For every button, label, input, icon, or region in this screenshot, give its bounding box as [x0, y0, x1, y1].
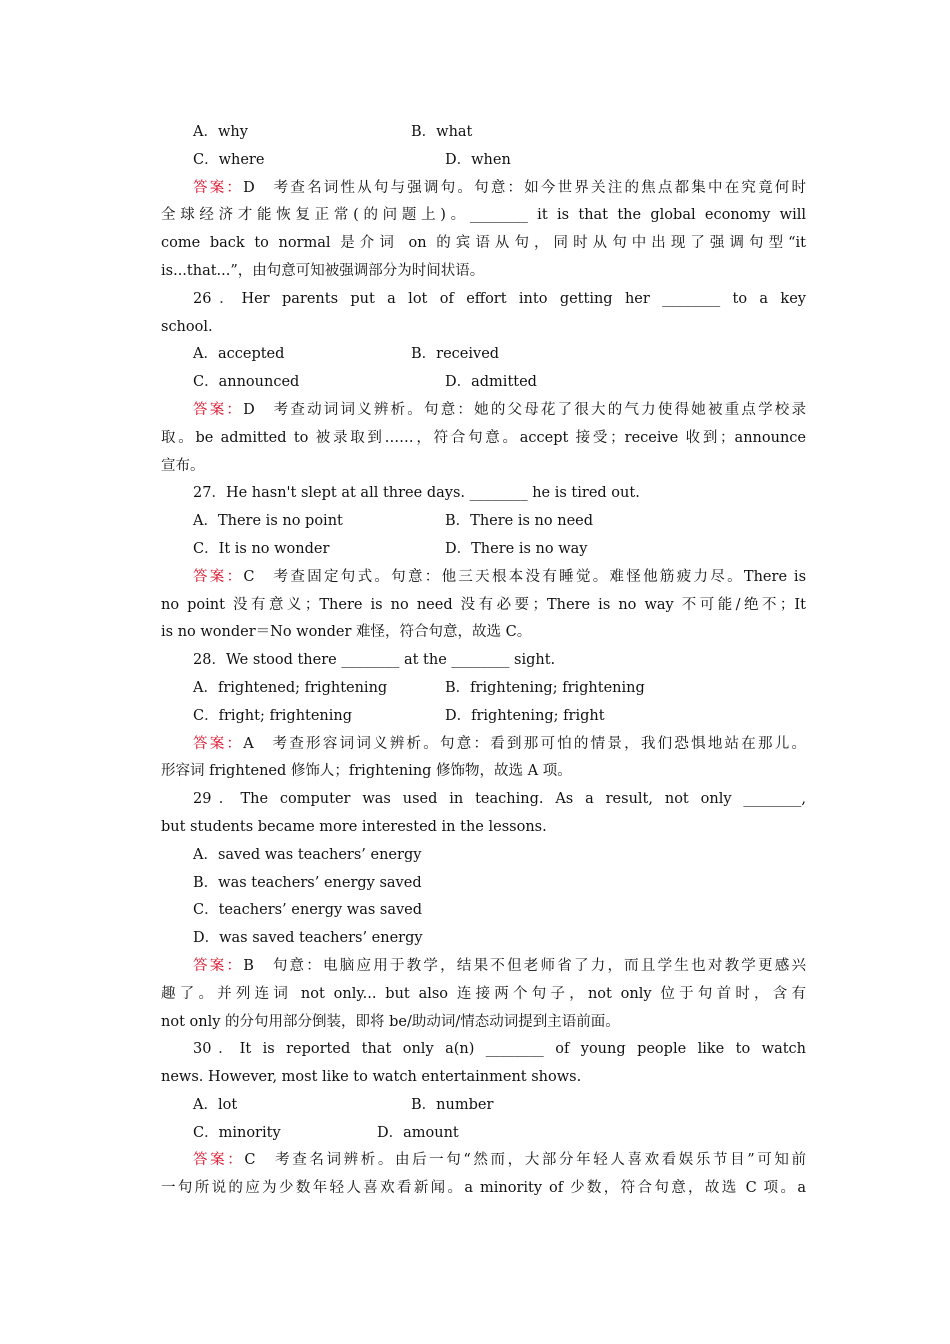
q27-option-a: A．There is no point: [193, 513, 343, 530]
q26-answer-text-1: D 考查动词词义辨析。句意：她的父母花了很大的气力使得她被重点学校录: [243, 401, 806, 418]
q25-answer-line-3: come back to normal 是介词 on 的宾语从句，同时从句中出现了强调句型“it: [161, 235, 806, 252]
q29-stem-line-2: but students became more interested in the lessons.: [161, 818, 547, 835]
q27-stem-line-1: 27．He hasn't slept at all three days. ________ he is tired out.: [193, 485, 640, 502]
q27-option-b: B．There is no need: [445, 513, 594, 530]
q26-options-cd: [161, 369, 806, 397]
q27-option-c: C．It is no wonder: [193, 540, 330, 557]
q28-answer-text-1: A 考查形容词词义辨析。句意：看到那可怕的情景，我们恐惧地站在那儿。: [243, 735, 806, 752]
q28-answer-line-1: [161, 731, 806, 759]
q29-stem-line-1: 29．The computer was used in teaching. As a result, not only ________,: [193, 791, 806, 808]
q28-options-cd: [161, 703, 806, 731]
q25-options-cd: [161, 147, 806, 175]
q29-answer-line-2: 趣了。并列连词 not only... but also 连接两个句子，not only 位于句首时，含有: [161, 985, 806, 1002]
q26-answer-line-2: 取。be admitted to 被录取到……，符合句意。accept 接受；receive 收到；announce: [161, 429, 806, 446]
q27-answer-line-2: no point 没有意义；There is no need 没有必要；There is no way 不可能/绝不；It: [161, 596, 806, 613]
q28-option-a: A．frightened; frightening: [193, 679, 388, 696]
q27-options-cd: [161, 536, 806, 564]
q28-option-d: D．frightening; fright: [445, 707, 605, 724]
q26-answer-label: 答案：: [193, 401, 244, 418]
q30-option-d: D．amount: [377, 1124, 459, 1141]
q25-answer-label: 答案：: [193, 179, 244, 196]
q28-option-c: C．fright; frightening: [193, 707, 353, 724]
q25-option-a: A．why: [193, 124, 248, 140]
q26-option-c: C．announced: [193, 374, 300, 391]
q25-options-ab: [161, 119, 806, 147]
q28-answer-line-2: 形容词 frightened 修饰人；frightening 修饰物，故选 A 项。: [161, 763, 572, 780]
q26-answer-line-3: 宣布。: [161, 457, 205, 474]
q27-options-ab: [161, 508, 806, 536]
document-page: [161, 119, 806, 1203]
q28-answer-label: 答案：: [193, 735, 244, 752]
q29-answer-text-1: B 句意：电脑应用于教学，结果不但老师省了力，而且学生也对教学更感兴: [243, 957, 806, 974]
q27-answer-text-1: C 考查固定句式。句意：他三天根本没有睡觉。难怪他筋疲力尽。There is: [243, 568, 806, 585]
q25-answer-line-1: [161, 175, 806, 203]
q28-option-b: B．frightening; frightening: [445, 679, 645, 696]
q30-answer-line-1: [161, 1147, 806, 1175]
q30-option-b: B．number: [411, 1096, 494, 1113]
q30-option-c: C．minority: [193, 1124, 281, 1141]
q29-option-b: B．was teachers’ energy saved: [193, 874, 422, 891]
q30-option-a: A．lot: [193, 1096, 238, 1113]
q27-answer-label: 答案：: [193, 568, 244, 585]
q29-option-a: A．saved was teachers’ energy: [193, 846, 422, 863]
q26-stem-line-2: school.: [161, 318, 213, 335]
q29-option-c: C．teachers’ energy was saved: [193, 902, 423, 919]
q25-answer-line-2: 全球经济才能恢复正常(的问题上)。________ it is that the global economy will: [161, 207, 806, 224]
q30-stem-line-2: news. However, most like to watch entertainment shows.: [161, 1069, 582, 1086]
q30-answer-line-2: 一句所说的应为少数年轻人喜欢看新闻。a minority of 少数，符合句意，故选 C 项。a: [161, 1180, 806, 1197]
q26-stem-line-1: 26．Her parents put a lot of effort into getting her ________ to a key: [193, 290, 806, 307]
q26-options-ab: [161, 341, 806, 369]
q30-options-cd: [161, 1120, 806, 1148]
q30-stem-line-1: 30．It is reported that only a(n) ________ of young people like to watch: [193, 1041, 806, 1058]
q26-option-b: B．received: [411, 346, 500, 363]
q25-answer-line-4: is...that...”，由句意可知被强调部分为时间状语。: [161, 262, 485, 279]
q25-answer-text-1: D 考查名词性从句与强调句。句意：如今世界关注的焦点都集中在究竟何时: [243, 179, 806, 196]
q26-option-d: D．admitted: [445, 374, 537, 391]
q29-answer-line-3: not only 的分句用部分倒装，即将 be/助动词/情态动词提到主语前面。: [161, 1013, 620, 1030]
q25-option-d: D．when: [445, 151, 511, 168]
q25-option-c: C．where: [193, 151, 265, 168]
q25-option-b: B．what: [411, 124, 473, 140]
q28-options-ab: [161, 675, 806, 703]
q26-option-a: A．accepted: [193, 346, 285, 363]
q29-option-d: D．was saved teachers’ energy: [193, 930, 423, 947]
q27-answer-line-1: [161, 564, 806, 592]
q30-answer-text-1: C 考查名词辨析。由后一句“然而，大部分年轻人喜欢看娱乐节目”可知前: [244, 1152, 806, 1169]
q29-answer-label: 答案：: [193, 957, 244, 974]
q30-options-ab: [161, 1092, 806, 1120]
q30-answer-label: 答案：: [193, 1152, 245, 1169]
q27-answer-line-3: is no wonder＝No wonder 难怪，符合句意，故选 C。: [161, 624, 532, 641]
q29-answer-line-1: [161, 953, 806, 981]
q27-option-d: D．There is no way: [445, 540, 588, 557]
q26-answer-line-1: [161, 397, 806, 425]
q28-stem-line-1: 28．We stood there ________ at the ________ sight.: [193, 652, 556, 669]
